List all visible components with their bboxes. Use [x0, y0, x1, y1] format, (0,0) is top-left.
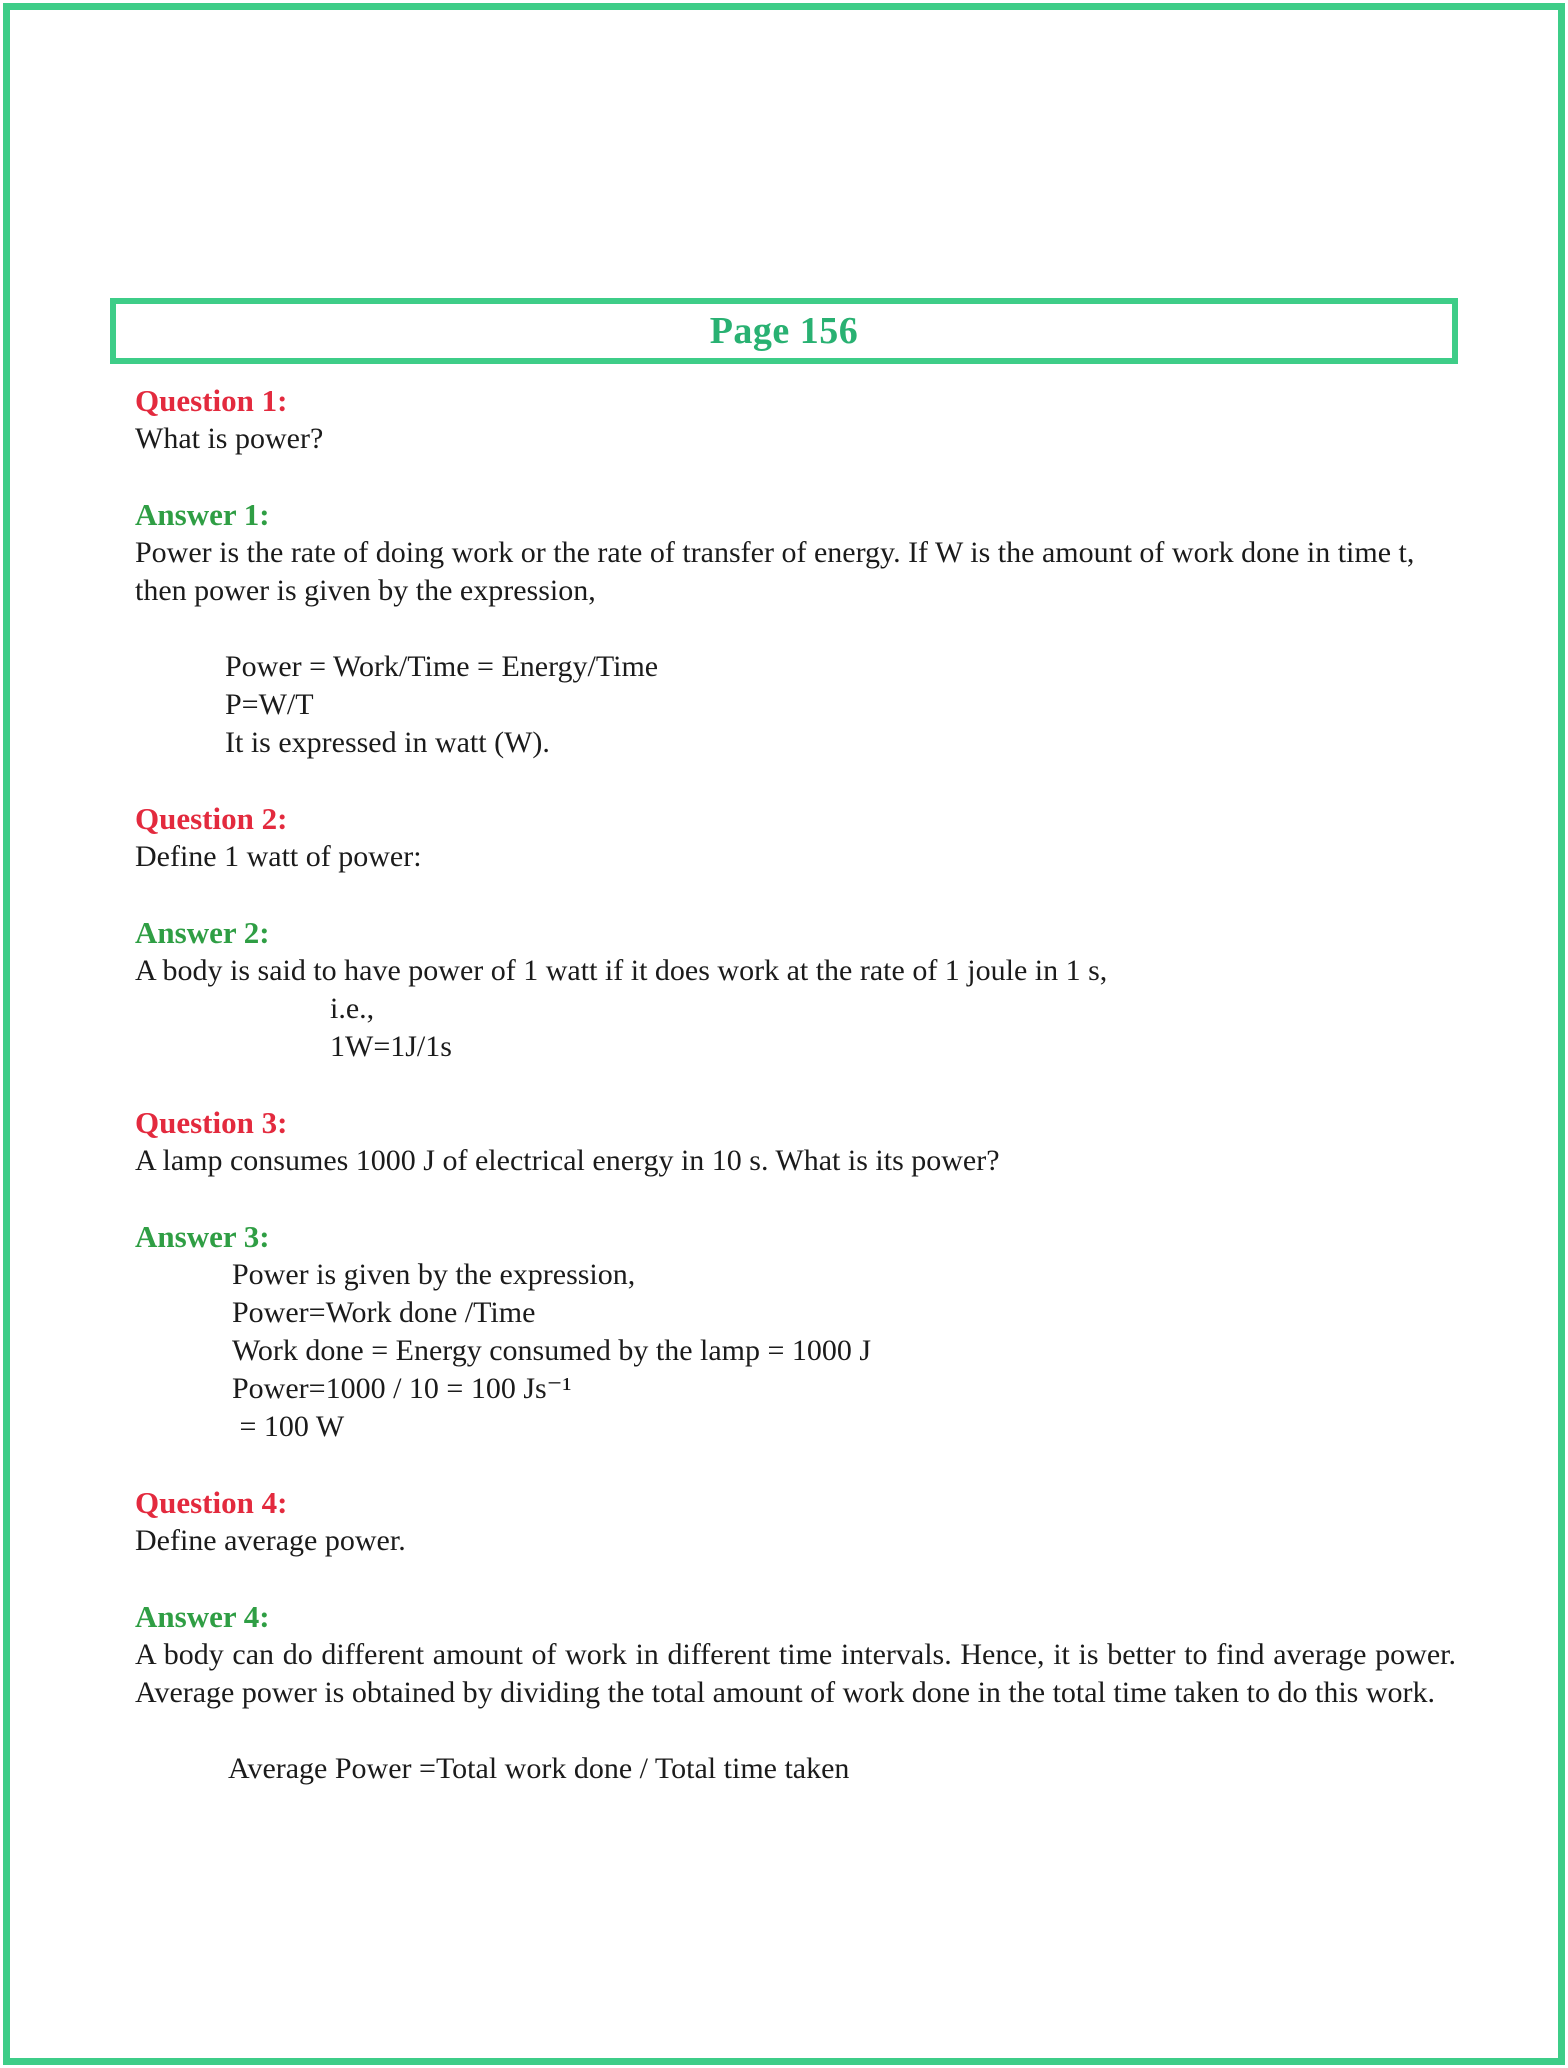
answer-line: Average Power =Total work done / Total time taken	[228, 1752, 850, 1785]
answer-label: Answer 3:	[135, 1219, 270, 1254]
question-text: A lamp consumes 1000 J of electrical energy in 10 s. What is its power?	[135, 1144, 1000, 1177]
qa-section	[135, 1104, 1456, 1446]
answer-line: Power is given by the expression,	[232, 1258, 636, 1291]
answer-label: Answer 1:	[135, 497, 270, 532]
question-label: Question 3:	[135, 1105, 288, 1140]
answer-intro: A body is said to have power of 1 watt if it does work at the rate of 1 joule in 1 s,	[135, 954, 1108, 987]
question-label: Question 1:	[135, 383, 288, 418]
page-title: Page 156	[709, 310, 859, 352]
answer-line: P=W/T	[225, 688, 314, 721]
question-label: Question 2:	[135, 801, 288, 836]
answer-lines	[228, 1750, 1456, 1788]
question-text: Define 1 watt of power:	[135, 840, 422, 873]
qa-section	[135, 800, 1456, 1066]
answer-lines	[225, 648, 1456, 762]
page-header-box	[110, 298, 1458, 364]
answer-line: i.e.,	[330, 992, 375, 1025]
qa-list	[135, 382, 1456, 1788]
answer-line: Power=1000 / 10 = 100 Js⁻¹	[232, 1372, 572, 1405]
answer-line: = 100 W	[232, 1410, 345, 1443]
answer-line: 1W=1J/1s	[330, 1030, 452, 1063]
answer-lines	[232, 1256, 1456, 1446]
answer-lines	[330, 990, 1456, 1066]
answer-label: Answer 2:	[135, 915, 270, 950]
answer-intro: Power is the rate of doing work or the rate of transfer of energy. If W is the amount of work done in time t, then power is given by the expression,	[135, 536, 1415, 607]
question-label: Question 4:	[135, 1485, 288, 1520]
answer-line: Work done = Energy consumed by the lamp = 1000 J	[232, 1334, 872, 1367]
answer-label: Answer 4:	[135, 1599, 270, 1634]
answer-line: It is expressed in watt (W).	[225, 726, 550, 759]
answer-line: Power = Work/Time = Energy/Time	[225, 650, 659, 683]
qa-section	[135, 382, 1456, 762]
qa-section	[135, 1484, 1456, 1788]
question-text: Define average power.	[135, 1524, 406, 1557]
question-text: What is power?	[135, 422, 324, 455]
answer-intro: A body can do different amount of work in different time intervals. Hence, it is better to find average power. Average power is obtained by dividing the total amount of work done in the total time taken to do this work.	[135, 1638, 1456, 1709]
answer-line: Power=Work done /Time	[232, 1296, 536, 1329]
